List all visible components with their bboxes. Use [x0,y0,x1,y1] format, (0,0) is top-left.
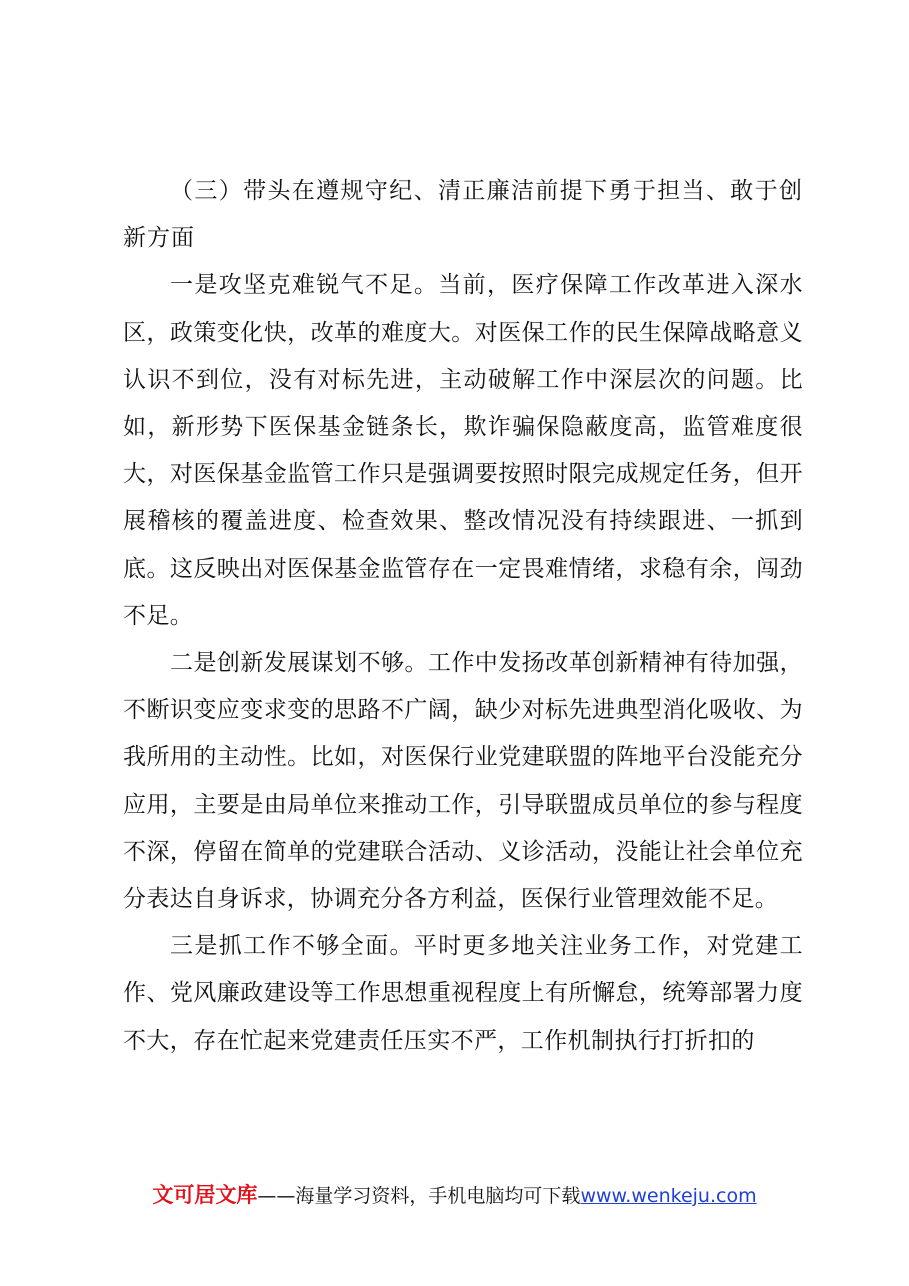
paragraph-2: 二是创新发展谋划不够。工作中发扬改革创新精神有待加强，不断识变应变求变的思路不广阔，缺少对标先进典型消化吸收、为我所用的主动性。比如，对医保行业党建联盟的阵地平台没能充分应用，主要是由局单位来推动工作，引导联盟成员单位的参与程度不深，停留在简单的党建联合活动、义诊活动，没能让社会单位充分表达自身诉求，协调充分各方利益，医保行业管理效能不足。 [123,650,803,913]
section-heading: （三）带头在遵规守纪、清正廉洁前提下勇于担当、敢于创新方面 [123,178,803,252]
paragraph-3: 三是抓工作不够全面。平时更多地关注业务工作，对党建工作、党风廉政建设等工作思想重视程度上有所懈怠，统筹部署力度不大，存在忙起来党建责任压实不严，工作机制执行打折扣的 [123,933,803,1054]
footer-website-link[interactable]: www.wenkeju.com [580,1185,757,1207]
paragraph-1: 一是攻坚克难锐气不足。当前，医疗保障工作改革进入深水区，政策变化快，改革的难度大。对医保工作的民生保障战略意义认识不到位，没有对标先进，主动破解工作中深层次的问题。比如，新形势下医保基金链条长，欺诈骗保隐蔽度高，监管难度很大，对医保基金监管工作只是强调要按照时限完成规定任务，但开展稽核的覆盖进度、检查效果、整改情况没有持续跟进、一抓到底。这反映出对医保基金监管存在一定畏难情绪，求稳有余，闯劲不足。 [123,272,803,629]
footer-brand: 文可居文库 [152,1183,258,1207]
footer-tagline: ——海量学习资料，手机电脑均可下载 [257,1185,581,1207]
document-body [123,168,803,1065]
footer-banner [0,1181,909,1210]
